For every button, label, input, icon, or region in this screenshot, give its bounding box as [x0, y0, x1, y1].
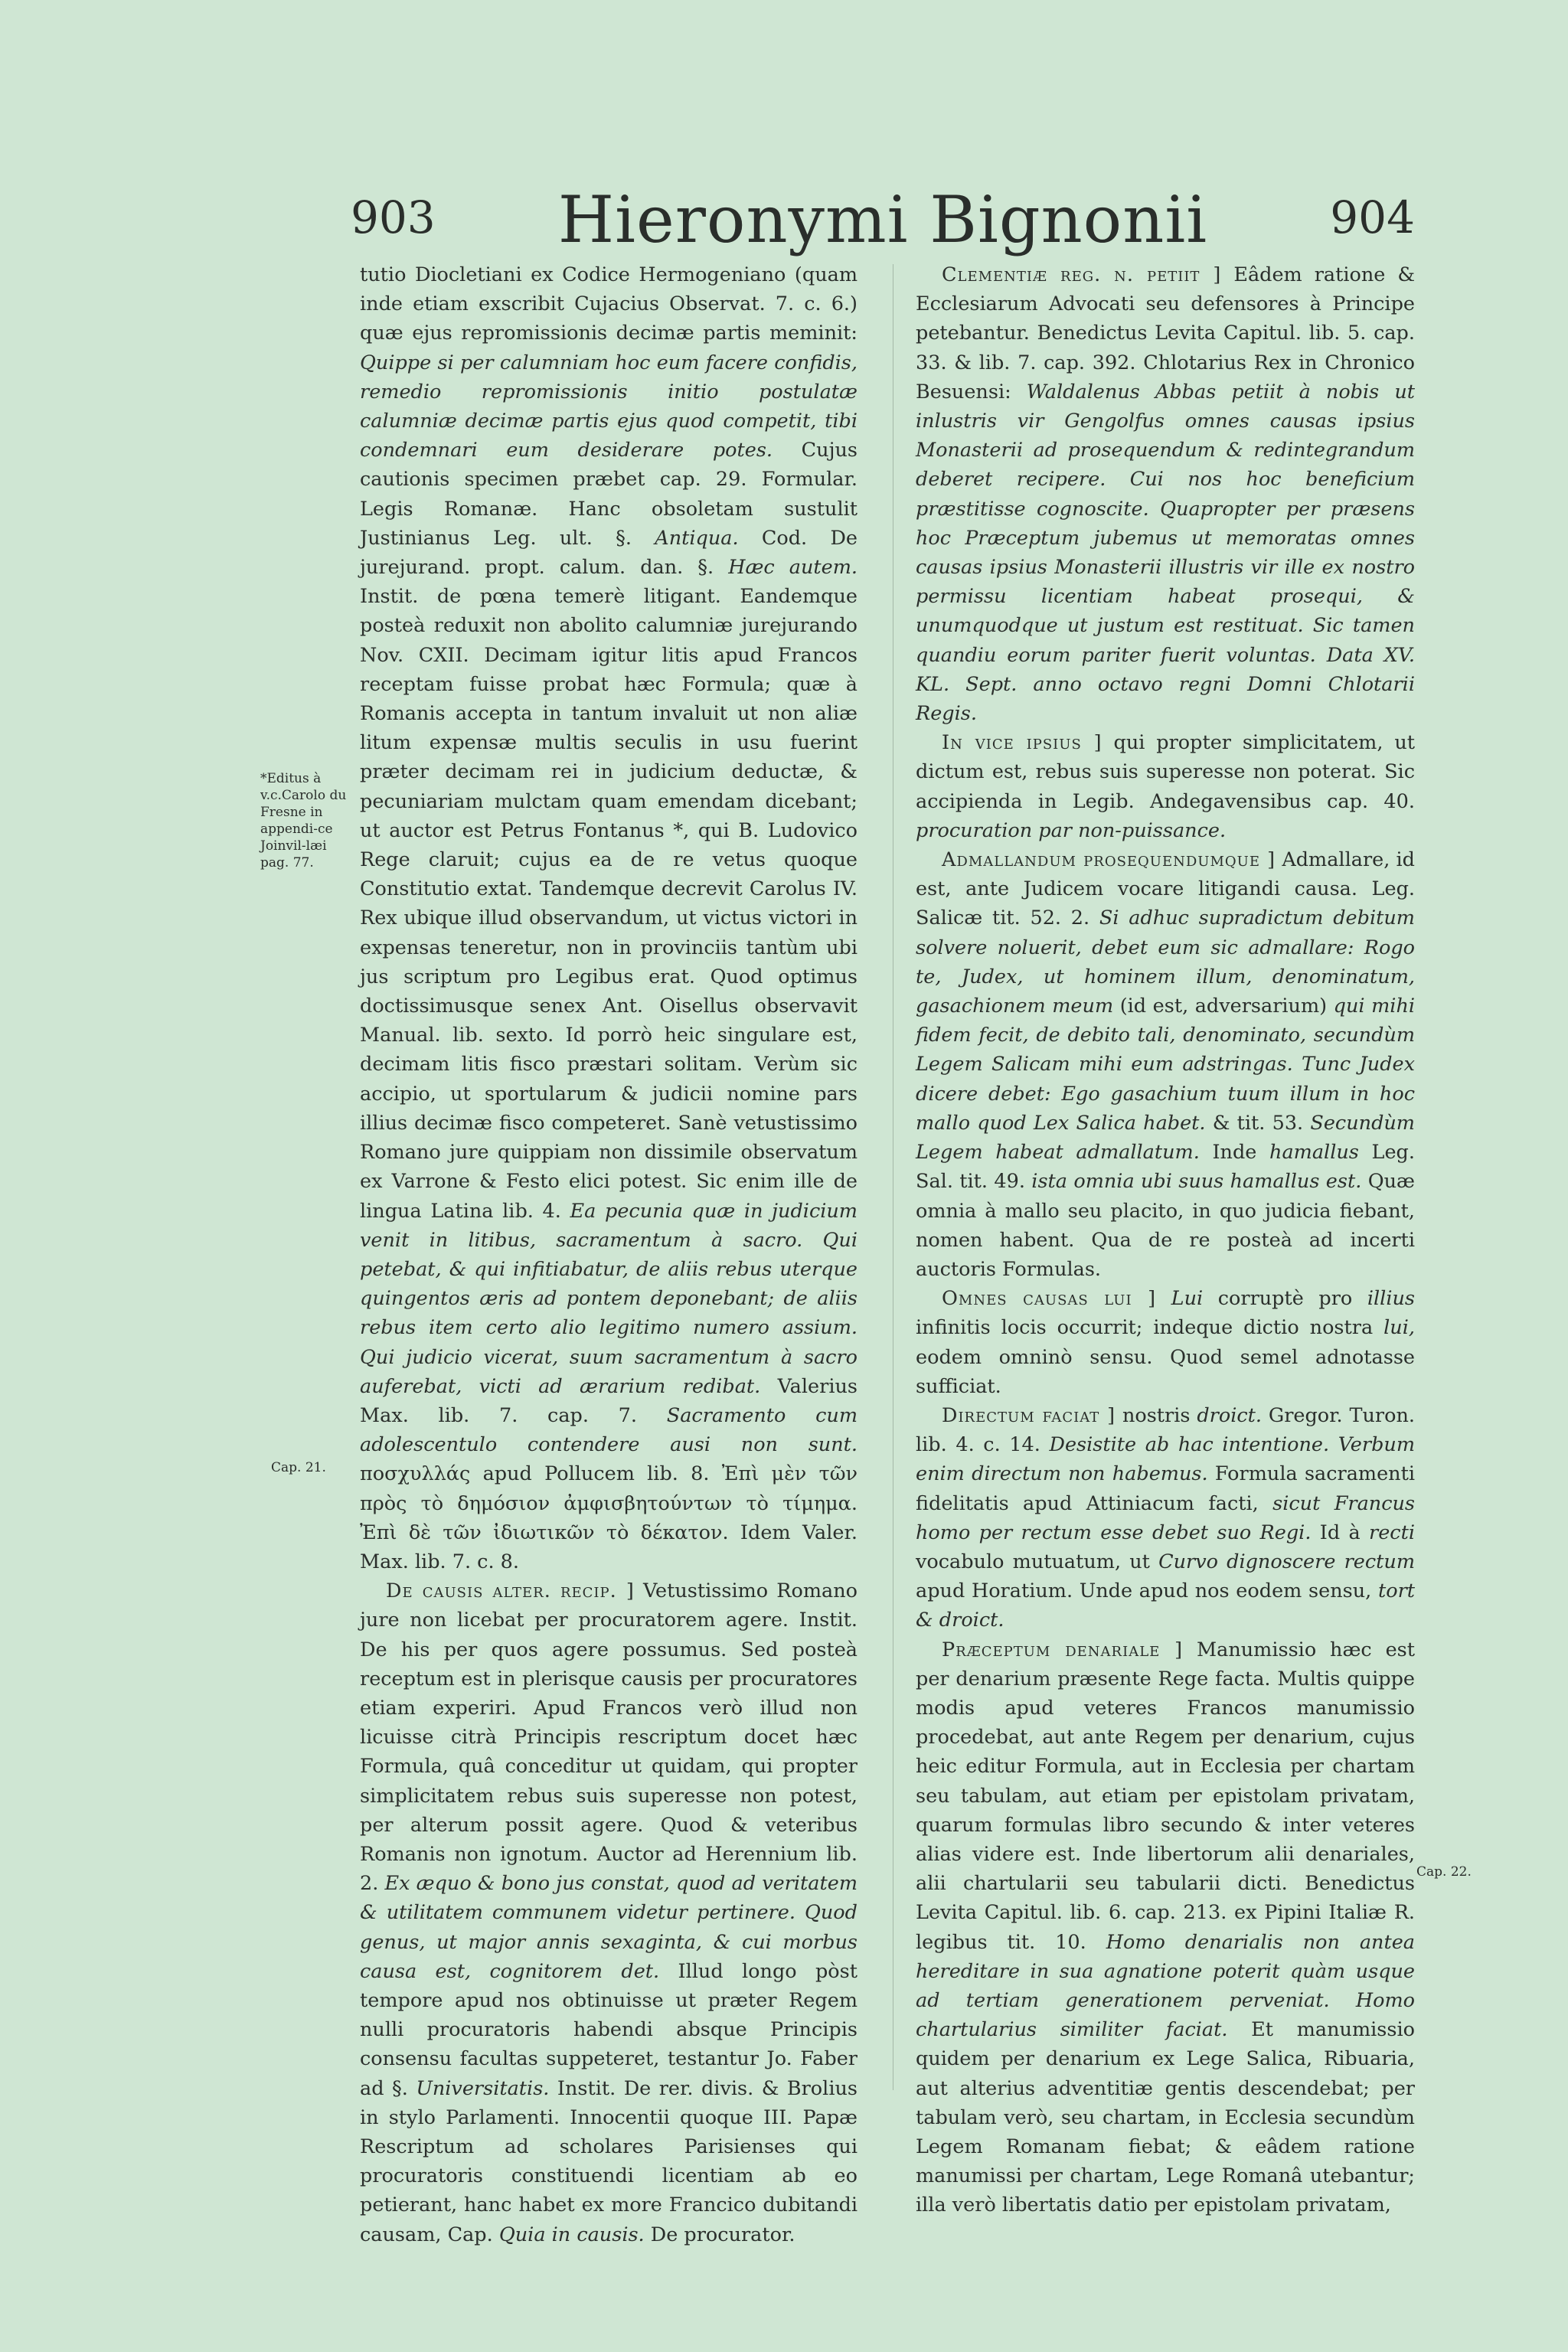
quote: Sacramento cum adolescentulo contendere ausi non sunt.: [360, 1403, 858, 1457]
text: Formula sacramenti fidelitatis apud Attiniacum facti,: [916, 1462, 1416, 1515]
text: qui propter simplicitatem, ut dictum est, rebus suis superesse non poterat. Sic accipienda in Legib. Andegavensibus cap. 40.: [916, 731, 1415, 813]
text: Eâdem ratione & Ecclesiarum Advocati seu defensores à Principe petebantur. Benedictus Levita Capitul. lib. 5. cap. 33. & lib. 7. cap. 392. Chlotarius Rex in Chronico Besuensi:: [916, 263, 1416, 403]
page-title: Hieronymi Bignonii: [557, 182, 1208, 257]
section-heading: In vice ipsius ]: [942, 731, 1102, 755]
right-column: [916, 260, 1415, 2220]
margin-note-editus: *Editus à v.c.Carolo du Fresne in appendi-ce Joinvil-læi pag. 77.: [260, 771, 347, 871]
section-heading: Admallandum prosequendumque ]: [942, 848, 1276, 872]
quote: Hæc autem.: [728, 556, 858, 580]
text: (id est, adversarium): [1119, 995, 1328, 1018]
text: Et manumissio quidem per denarium ex Lege Salica, Ribuaria, aut alterius adventitiæ gentis descendebat; per tabulam verò, seu chartam, in Ecclesia secundùm Legem Romanam fiebat; & eâdem ratione manumissi per chartam, Lege Romanâ utebantur; illa verò libertatis datio per epistolam privatam,: [916, 2018, 1415, 2217]
paragraph: [360, 1576, 858, 2249]
quote: Quia in causis.: [498, 2223, 645, 2246]
section-heading: Directum faciat ]: [942, 1403, 1116, 1427]
paragraph: [916, 1401, 1415, 1635]
quote: tort & droict.: [916, 1579, 1416, 1632]
quote: Homo denarialis non antea hereditare in sua agnatione poterit quàm usque ad tertiam generationem perveniat. Homo chartularius similiter faciat.: [916, 1930, 1415, 2042]
text: tutio Diocletiani ex Codice Hermogeniano (quam inde etiam exscribit Cujacius Observat. 7. c. 6.) quæ ejus repromissionis decimæ partis meminit:: [360, 263, 858, 345]
section-heading: Præceptum denariale ]: [942, 1638, 1184, 1661]
text: Instit. De rer. divis. & Brolius in stylo Parlamenti. Innocentii quoque III. Papæ Rescriptum ad scholares Parisienses qui procuratoris constituendi licentiam ab eo petierant, hanc habet ex more Francico dubitandi causam, Cap.: [360, 2076, 858, 2246]
text: Vetustissimo Romano jure non licebat per procuratorem agere. Instit. De his per quos agere possumus. Sed posteà receptum est in plerisque causis per procuratores etiam experiri. Apud Francos verò illud non licuisse citrà Principis rescriptum docet hæc Formula, quâ conceditur ut quidam, qui propter simplicitatem rebus suis superesse non potest, per alterum possit agere. Quod & veteribus Romanis non ignotum. Auctor ad Herennium lib. 2.: [360, 1579, 858, 1896]
left-column: [360, 260, 858, 2249]
text: Cujus cautionis specimen præbet cap. 29. Formular. Legis Romanæ. Hanc obsoletam sustulit Justinianus Leg. ult. §.: [360, 439, 858, 550]
text: Inde: [1212, 1141, 1257, 1165]
text: apud Horatium. Unde apud nos eodem sensu,: [916, 1579, 1372, 1603]
section-heading: Omnes causas lui ]: [942, 1287, 1157, 1311]
quote: Antiqua.: [655, 526, 739, 550]
quote: Quippe si per calumniam hoc eum facere confidis, remedio repromissionis initio postulatæ calumniæ decimæ partis ejus quod competit, tibi condemnari eum desiderare potes.: [360, 351, 858, 462]
paragraph: [916, 260, 1415, 728]
text: Illud longo pòst tempore apud nos obtinuisse ut præter Regem nulli procuratoris habendi absque Principis consensu facultas suppeteret, testantur Jo. Faber ad §.: [360, 1959, 858, 2100]
quote: droict.: [1197, 1403, 1262, 1427]
text: Admallare, id est, ante Judicem vocare litigandi causa. Leg. Salicæ tit. 52. 2.: [916, 848, 1416, 930]
text: & tit. 53.: [1212, 1111, 1304, 1135]
paragraph: [916, 1284, 1415, 1401]
paragraph: [916, 845, 1415, 1284]
text: Gregor. Turon. lib. 4. c. 14.: [916, 1403, 1415, 1457]
paragraph: [916, 1635, 1415, 2220]
quote: recti: [1369, 1521, 1415, 1544]
margin-note-cap-22: Cap. 22.: [1416, 1864, 1472, 1880]
quote: Si adhuc supradictum debitum solvere noluerit, debet eum sic admallare: Rogo te, Judex, ut hominem illum, denominatum, gasachionem meum: [916, 906, 1415, 1018]
text: vocabulo mutuatum, ut: [916, 1550, 1150, 1573]
quote: Desistite ab hac intentione. Verbum enim directum non habemus.: [916, 1433, 1416, 1486]
paragraph: [916, 728, 1415, 845]
quote: Ex æquo & bono jus constat, quod ad veritatem & utilitatem communem videtur pertinere. Quod genus, ut major annis sexaginta, & cui morbus causa est, cognitorem det.: [360, 1872, 858, 1983]
section-heading: Clementiæ reg. n. petiit ]: [942, 263, 1222, 286]
text: eodem omninò sensu. Quod semel adnotasse sufficiat.: [916, 1345, 1415, 1398]
quote: lui,: [1383, 1316, 1415, 1340]
text: Quæ omnia à mallo seu placito, in quo judicia fiebant, nomen habent. Qua de re posteà ad incerti auctoris Formulas.: [916, 1170, 1415, 1281]
quote: Secundùm Legem habeat admallatum.: [916, 1111, 1415, 1165]
text: nostris: [1122, 1403, 1191, 1427]
quote: Curvo dignoscere rectum: [1158, 1550, 1416, 1573]
quote: procuration par non-puissance.: [916, 818, 1227, 842]
text: De procurator.: [650, 2223, 795, 2246]
page-number-right: 904: [1330, 191, 1415, 243]
text: Manumissio hæc est per denarium præsente Rege facta. Multis quippe modis apud veteres Francos manumissio procedebat, aut ante Regem per denarium, cujus heic editur Formula, aut in Ecclesia per chartam seu tabulam, aut etiam per epistolam privatam, quarum formulas libro secundo & inter veteres alias videre est. Inde libertorum alii denariales, alii chartularii seu tabularii dicti. Benedictus Levita Capitul. lib. 6. cap. 213. ex Pipini Italiæ R. legibus tit. 10.: [916, 1638, 1416, 1954]
text: infinitis locis occurrit; indeque dictio nostra: [916, 1316, 1374, 1340]
section-heading: De causis alter. recip. ]: [386, 1579, 635, 1603]
quote: Waldalenus Abbas petiit à nobis ut inlustris vir Gengolfus omnes causas ipsius Monasterii ad prosequendum & redintegrandum deberet recipere. Cui nos hoc beneficium præstitisse cognoscite. Quapropter per præsens hoc Præceptum jubemus ut memoratas omnes causas ipsius Monasterii illustris vir ille ex nostro permissu licentiam habeat prosequi, & unumquodque ut justum est restituat. Sic tamen quandiu eorum pariter fuerit voluntas. Data XV. KL. Sept. anno octavo regni Domni Chlotarii Regis.: [916, 380, 1415, 726]
quote: hamallus: [1269, 1141, 1359, 1165]
paragraph: [360, 260, 858, 1576]
quote: sicut Francus homo per rectum esse debet suo Regi.: [916, 1491, 1415, 1544]
quote: ista omnia ubi suus hamallus est.: [1031, 1170, 1362, 1194]
text: Leg. Sal. tit. 49.: [916, 1141, 1415, 1194]
quote: qui mihi fidem fecit, de debito tali, denominato, secundùm Legem Salicam mihi eum adstringas. Tunc Judex dicere debet: Ego gasachium tuum illum in hoc mallo quod Lex Salica habet.: [916, 995, 1416, 1135]
margin-note-cap-21: Cap. 21.: [271, 1460, 326, 1475]
text: ποσχυλλάς apud Pollucem lib. 8. Ἐπὶ μὲν τῶν πρὸς τὸ δημόσιον ἀμφισβητούντων τὸ τίμημα. Ἐπὶ δὲ τῶν ἰδιωτικῶν τὸ δέκατον. Idem Valer. Max. lib. 7. c. 8.: [360, 1462, 858, 1573]
text: Id à: [1319, 1521, 1361, 1544]
text: Cod. De jurejurand. propt. calum. dan. §.: [360, 526, 858, 580]
text: Instit. de pœna temerè litigant. Eandemque posteà reduxit non abolito calumniæ jurejurando Nov. CXII. Decimam igitur litis apud Francos receptam fuisse probat hæc Formula; quæ à Romanis accepta in tantum invaluit ut non aliæ litum expensæ multis seculis in usu fuerint præter decimam rei in judicium deductæ, & pecuniariam mulctam quam emendam dicebant; ut auctor est Petrus Fontanus *, qui B. Ludovico Rege claruit; cujus ea de re vetus quoque Constitutio extat. Tandemque decrevit Carolus IV. Rex ubique illud observandum, ut victus victori in expensas teneretur, non in provinciis tantùm ubi jus scriptum pro Legibus erat. Quod optimus doctissimusque senex Ant. Oisellus observavit Manual. lib. sexto. Id porrò heic singulare est, decimam litis fisco præstari solitam. Verùm sic accipio, ut sportularum & judicii nomine pars illius decimæ fisco competeret. Sanè vetustissimo Romano jure quippiam non dissimile observatum ex Varrone & Festo elici potest. Sic enim ille de lingua Latina lib. 4.: [360, 585, 858, 1223]
quote: Universitatis.: [416, 2076, 550, 2100]
text: corruptè pro: [1217, 1287, 1353, 1311]
quote: illius: [1367, 1287, 1416, 1311]
text: Valerius Max. lib. 7. cap. 7.: [360, 1374, 858, 1427]
page-number-left: 903: [351, 191, 436, 243]
quote: Lui: [1171, 1287, 1204, 1311]
quote: Ea pecunia quæ in judicium venit in litibus, sacramentum à sacro. Qui petebat, & qui infitiabatur, de aliis rebus uterque quingentos æris ad pontem deponebant; de aliis rebus item certo alio legitimo numero assium. Qui judicio vicerat, suum sacramentum à sacro auferebat, victi ad ærarium redibat.: [360, 1199, 858, 1398]
